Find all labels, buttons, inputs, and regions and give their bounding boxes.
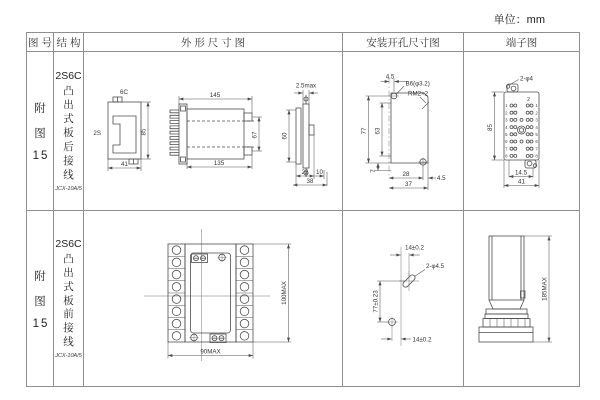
terminal-drawing-row2 [464,211,579,386]
structure-type: JCX-10A/5 [55,185,82,192]
header-fig-no: 图 号 [27,33,54,52]
structure-model: 2S6C [55,237,82,250]
dim-label: 60 [281,132,289,140]
outline-drawing-row1 [84,52,343,211]
terminal-grid [510,104,533,157]
fig-char: 附 [34,103,46,115]
mounting-drawing-row2 [343,211,464,386]
svg-text:4: 4 [505,124,508,130]
hole-spec-label: 2-φ4 [520,75,533,83]
terminal-col-label: 2 [527,97,530,103]
fig-no-row2 [27,211,54,386]
dim-label: 41 [121,161,128,168]
dim-label: 22 [301,169,309,176]
fig-char: 图 [34,295,46,308]
thread-spec-label: RM2×2 [408,90,429,98]
structure-row2 [54,211,84,386]
outline-rear-wiring-svg [84,52,343,210]
svg-text:7: 7 [535,146,538,152]
dim-label: 77±0.23 [372,290,380,313]
fig-char: 图 [34,128,46,140]
svg-text:8: 8 [505,153,508,159]
fig-char: 附 [34,270,46,283]
dim-label: 28 [402,171,410,178]
dim-label: 63 [374,127,382,135]
svg-text:7: 7 [505,146,508,152]
front-view [93,89,151,171]
svg-text:5: 5 [505,132,508,137]
svg-text:1: 1 [505,103,508,109]
structure-model: 2S6C [55,70,82,83]
dim-label: 100MAX [281,281,288,305]
dim-label: 2S [93,130,101,137]
relay-body-front [185,244,236,343]
header-mounting-dims: 安装开孔尺寸图 [343,33,464,52]
svg-text:1: 1 [535,103,538,109]
dim-label: 90MAX [200,348,221,356]
structure-desc: 凸出式板前接线 [63,252,74,349]
dim-label: 85 [487,124,494,131]
outline-front-wiring-svg [84,211,343,386]
left-terminal-column [168,244,185,342]
terminal-rear-view-svg [464,52,579,210]
outline-drawing-row2 [84,211,343,386]
svg-text:3: 3 [505,117,508,123]
dim-label: 4.5 [385,73,395,81]
dim-label: 14.5 [514,169,528,177]
svg-text:8: 8 [535,153,538,159]
dim-label: 37 [405,181,412,188]
structure-row1 [54,52,84,211]
dim-label: 145 [209,92,221,99]
right-terminal-column [236,244,253,342]
dim-label: 7 [370,169,377,173]
terminal-side-view-svg [464,211,579,386]
rear-view [282,83,328,187]
header-structure: 结 构 [54,33,84,52]
dim-label: 85 [140,128,148,136]
terminal-numbers-right [535,103,538,158]
svg-text:3: 3 [535,117,538,123]
dim-label: 6C [120,89,128,96]
dim-label: 2.5max [295,82,317,90]
structure-desc: 凸出式板后接线 [63,85,74,181]
header-terminal-diagram: 端子图 [464,33,579,52]
svg-text:2: 2 [535,110,538,116]
fig-no-row1 [27,52,54,211]
hole-spec-label: B6(φ3.2) [405,80,430,88]
fig-number: 15 [32,150,50,162]
units-label: 单位：mm [493,14,545,26]
terminal-numbers-left [505,103,508,158]
dim-label: 10 [316,169,323,176]
dim-label: 185MAX [541,277,549,301]
dim-label: 67 [251,131,259,139]
dim-label: 4.5 [437,175,446,182]
svg-text:2: 2 [505,110,508,116]
dimension-table [26,32,580,387]
dim-label: 14±0.2 [412,336,432,344]
mounting-rear-wiring-svg [343,52,464,210]
dim-label: 14±0.2 [405,244,424,252]
dim-label: 41 [518,178,525,186]
structure-type: JCX-10A/5 [55,353,82,359]
dim-label: 77 [361,127,368,135]
dim-label: 135 [213,160,225,167]
dim-label: 38 [306,178,314,185]
svg-text:4: 4 [535,124,538,130]
terminal-drawing-row1 [464,52,579,211]
header-outline-dims: 外 形 尺 寸 图 [84,33,343,52]
svg-text:6: 6 [535,139,538,145]
svg-text:6: 6 [505,139,508,145]
mounting-drawing-row1 [343,52,464,211]
side-view [170,92,262,169]
svg-text:5: 5 [535,132,538,137]
mounting-front-wiring-svg [343,211,464,386]
hole-spec-label: 2-φ4.5 [426,263,445,270]
fig-number: 15 [32,317,50,330]
